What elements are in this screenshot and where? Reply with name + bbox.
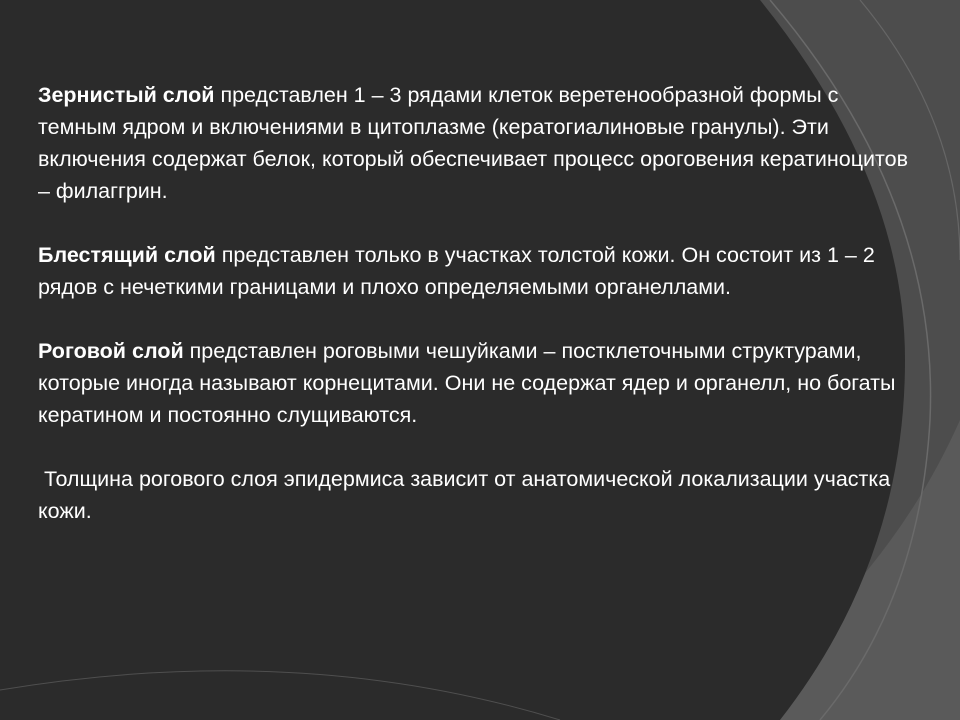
term-horny-layer: Роговой слой	[38, 339, 184, 363]
paragraph-horny-layer	[38, 335, 918, 431]
text-granular-layer: представлен 1 – 3 рядами клеток веретенообразной формы с темным ядром и включениями в цитоплазме (кератогиалиновые гранулы). Эти включения содержат белок, который обеспечивает процесс ороговения кератиноцитов – филаггрин.	[38, 83, 909, 203]
term-granular-layer: Зернистый слой	[38, 83, 215, 107]
slide-content	[38, 79, 918, 559]
text-horny-layer: представлен роговыми чешуйками – постклеточными структурами, которые иногда называют корнецитами. Они не содержат ядер и органелл, но богаты кератином и постоянно слущиваются.	[38, 339, 896, 427]
paragraph-thickness	[38, 463, 918, 527]
text-thickness: Толщина рогового слоя эпидермиса зависит от анатомической локализации участка кожи.	[38, 467, 897, 523]
paragraph-lucid-layer	[38, 239, 918, 303]
text-lucid-layer: представлен только в участках толстой кожи. Он состоит из 1 – 2 рядов с нечеткими границами и плохо определяемыми органеллами.	[38, 243, 875, 299]
paragraph-granular-layer	[38, 79, 918, 207]
term-lucid-layer: Блестящий слой	[38, 243, 216, 267]
